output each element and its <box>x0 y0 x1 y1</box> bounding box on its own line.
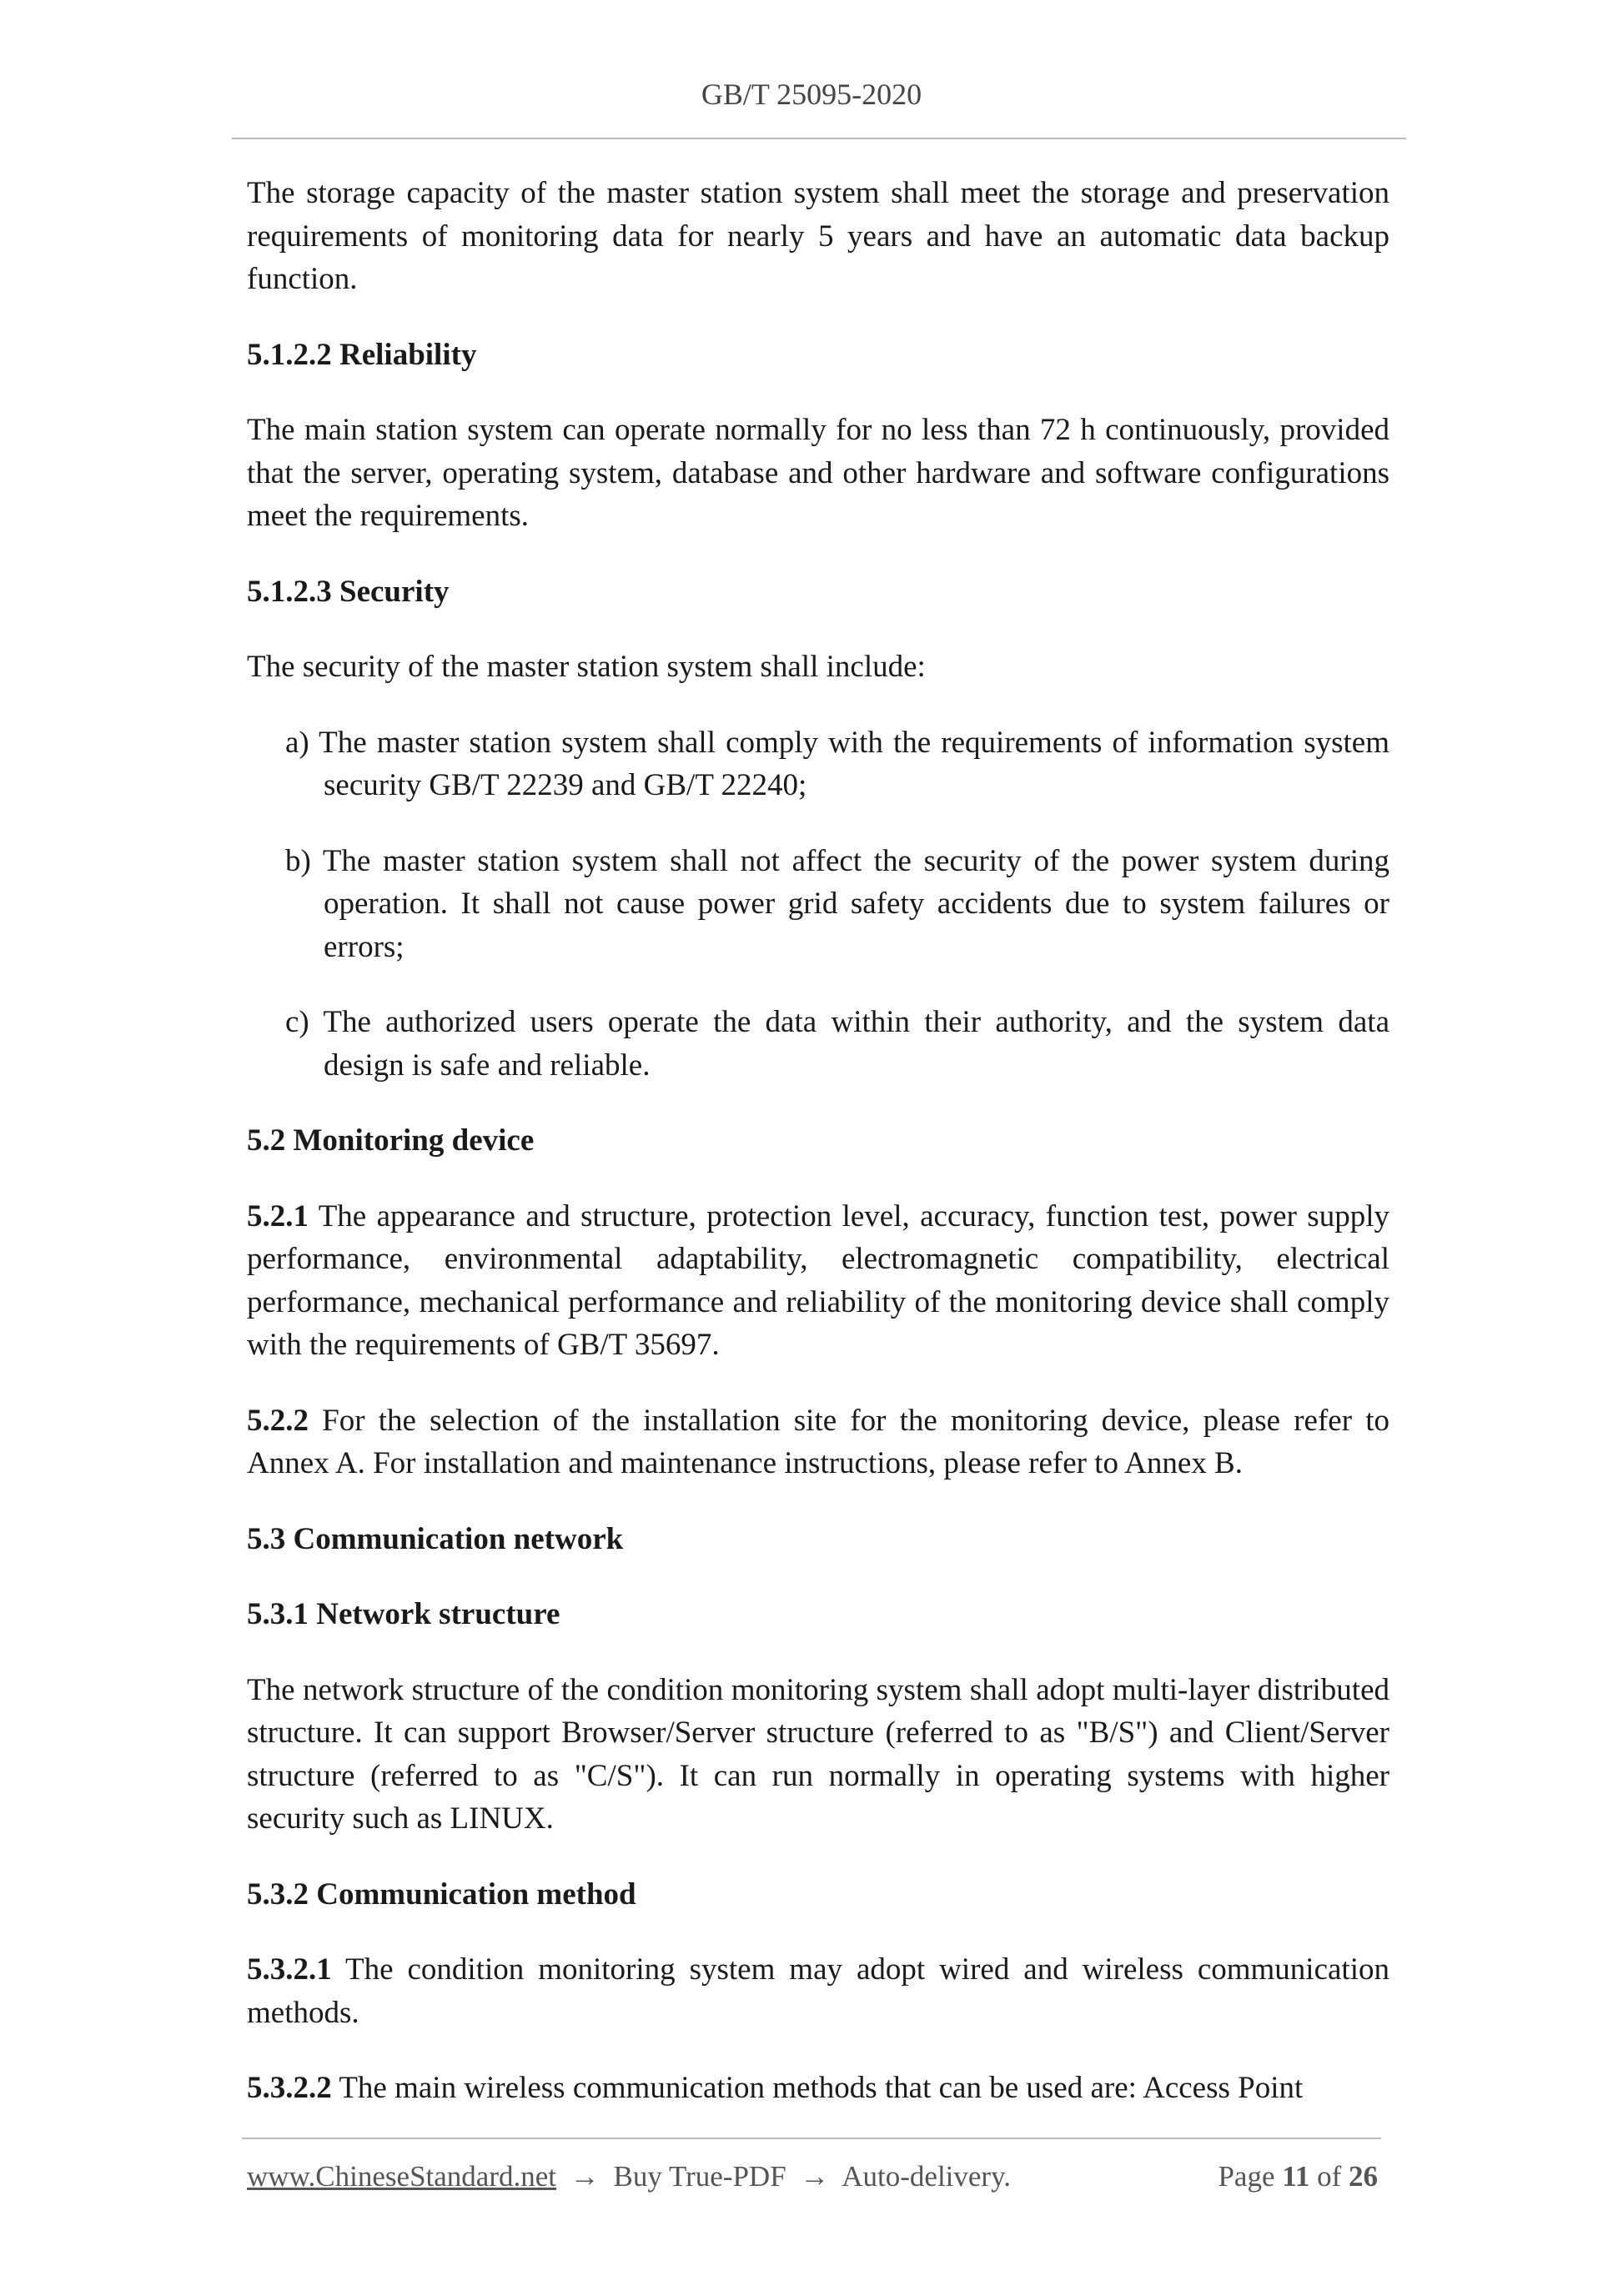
heading-5-1-2-3: 5.1.2.3 Security <box>247 574 450 609</box>
footer-left <box>247 2160 1011 2193</box>
auto-delivery-text: Auto-delivery. <box>842 2160 1012 2193</box>
heading-5-1-2-2: 5.1.2.2 Reliability <box>247 337 477 372</box>
clause-number-5-3-2-2: 5.3.2.2 <box>247 2071 332 2105</box>
heading-5-3-1: 5.3.1 Network structure <box>247 1597 560 1631</box>
clause-text-5-2-2: For the selection of the installation site for the monitoring device, please refer to Annex A. For installation and maintenance instructions, please refer to Annex B. <box>247 1403 1389 1480</box>
list-item-b: b) The master station system shall not affect the security of the power system during operation. It shall not cause power grid safety accidents due to system failures or errors; <box>285 843 1389 964</box>
clause-text-5-3-2-1: The condition monitoring system may adopt wired and wireless communication methods. <box>247 1952 1389 2030</box>
paragraph-security-intro: The security of the master station system shall include: <box>247 650 926 684</box>
page-header-title: GB/T 25095-2020 <box>701 78 922 111</box>
clause-number-5-2-1: 5.2.1 <box>247 1198 309 1233</box>
paragraph-reliability: The main station system can operate normally for no less than 72 h continuously, provided that the server, operating system, database and other hardware and software configurations meet the requirements. <box>247 413 1389 533</box>
page-current-number: 11 <box>1282 2160 1310 2193</box>
page-footer <box>247 2160 1378 2193</box>
page-word: Page <box>1218 2160 1275 2193</box>
clause-number-5-3-2-1: 5.3.2.1 <box>247 1952 332 1987</box>
paragraph-network-structure: The network structure of the condition monitoring system shall adopt multi-layer distributed structure. It can support Browser/Server structure (referred to as "B/S") and Client/Server structure (referred to as "C/S"). It can run normally in operating systems with higher security such as LINUX. <box>247 1672 1389 1836</box>
heading-5-2: 5.2 Monitoring device <box>247 1123 535 1158</box>
page-indicator <box>1218 2160 1378 2193</box>
header-divider <box>232 138 1406 139</box>
paragraph-5-2-1 <box>247 1195 1389 1367</box>
list-item-c: c) The authorized users operate the data within their authority, and the system data design is safe and reliable. <box>285 1005 1389 1083</box>
list-item-a: a) The master station system shall comply with the requirements of information system security GB/T 22239 and GB/T 22240; <box>285 725 1389 802</box>
buy-true-pdf-text: Buy True-PDF <box>613 2160 786 2193</box>
chinesestandard-link[interactable]: www.ChineseStandard.net <box>247 2160 556 2193</box>
heading-5-3: 5.3 Communication network <box>247 1521 624 1556</box>
document-body <box>247 172 1389 2143</box>
paragraph-5-3-2-2 <box>247 2067 1389 2110</box>
clause-text-5-3-2-2: The main wireless communication methods that can be used are: Access Point <box>331 2071 1304 2105</box>
clause-number-5-2-2: 5.2.2 <box>247 1403 309 1438</box>
paragraph-storage-capacity: The storage capacity of the master station system shall meet the storage and preservation requirements of monitoring data for nearly 5 years and have an automatic data backup function. <box>247 176 1389 296</box>
paragraph-5-2-2 <box>247 1399 1389 1485</box>
page-total-number: 26 <box>1349 2160 1378 2193</box>
arrow-right-icon: → <box>800 2160 830 2193</box>
paragraph-5-3-2-1 <box>247 1948 1389 2034</box>
clause-text-5-2-1: The appearance and structure, protection level, accuracy, function test, power supply performance, environmental adaptability, electromagnetic compatibility, electrical performance, mechanical performance and reliability of the monitoring device shall comply with the requirements of GB/T 35697. <box>247 1198 1389 1362</box>
arrow-right-icon: → <box>570 2160 600 2193</box>
heading-5-3-2: 5.3.2 Communication method <box>247 1876 636 1912</box>
footer-divider <box>242 2138 1381 2139</box>
of-word: of <box>1317 2160 1342 2193</box>
